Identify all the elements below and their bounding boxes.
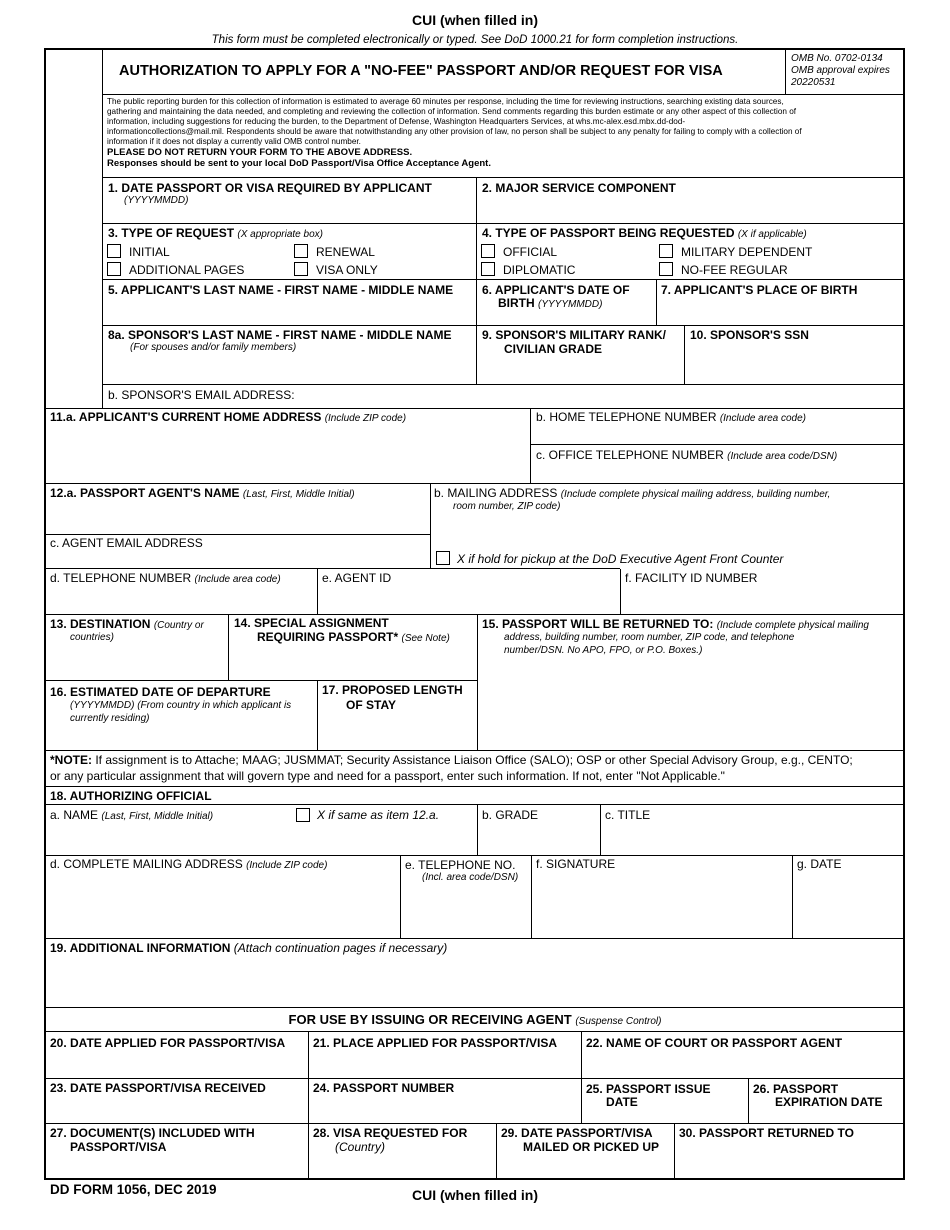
field-8a-hint: (For spouses and/or family members) (130, 342, 297, 353)
field-19-label: 19. ADDITIONAL INFORMATION (Attach continuation pages if necessary) (50, 941, 448, 955)
field-26-label: 26. PASSPORT (753, 1082, 839, 1096)
hold-for-pickup-checkbox[interactable] (436, 551, 450, 565)
field-15-hint-2: address, building number, room number, ZIP code, and telephone (504, 632, 795, 643)
facility-id-field[interactable] (623, 586, 902, 613)
field-15-hint-3: number/DSN. No APO, FPO, or P.O. Boxes.) (504, 645, 703, 656)
passport-number-field[interactable] (311, 1097, 578, 1121)
applicant-place-of-birth-field[interactable] (659, 299, 902, 323)
form-id: DD FORM 1056, DEC 2019 (50, 1182, 217, 1197)
military-dependent-checkbox[interactable] (659, 244, 673, 258)
field-27-label: 27. DOCUMENT(S) INCLUDED WITH (50, 1126, 255, 1140)
official-mailing-address-field[interactable] (47, 873, 397, 936)
sponsor-ssn-field[interactable] (687, 344, 902, 382)
field-16-hint-1: (YYYYMMDD) (From country in which applicant is (70, 700, 292, 711)
date-mailed-field[interactable] (499, 1155, 672, 1177)
field-16-label: 16. ESTIMATED DATE OF DEPARTURE (50, 685, 271, 699)
field-28-hint: (Country) (335, 1140, 386, 1154)
issue-date-field[interactable] (584, 1109, 746, 1121)
agent-telephone-field[interactable] (47, 586, 315, 613)
destination-field[interactable] (47, 646, 225, 678)
field-4-label: 4. TYPE OF PASSPORT BEING REQUESTED (X if applicable) (482, 226, 807, 240)
field-23-label: 23. DATE PASSPORT/VISA RECEIVED (50, 1081, 266, 1095)
military-dependent-label: MILITARY DEPENDENT (681, 245, 813, 259)
additional-pages-label: ADDITIONAL PAGES (129, 263, 245, 277)
field-6-label-2: BIRTH (YYYYMMDD) (498, 296, 603, 310)
field-12b-label: b. MAILING ADDRESS (Include complete physical mailing address, building number, (434, 486, 831, 500)
field-13-label: 13. DESTINATION (Country or (50, 617, 204, 631)
same-as-12a-checkbox[interactable] (296, 808, 310, 822)
sponsor-rank-field[interactable] (479, 357, 682, 382)
field-18f-label: f. SIGNATURE (536, 857, 616, 871)
agent-name-field[interactable] (47, 502, 427, 532)
official-name-field[interactable] (47, 824, 475, 854)
visa-only-label: VISA ONLY (316, 263, 378, 277)
special-assignment-field[interactable] (231, 645, 474, 678)
assignment-note: *NOTE: If assignment is to Attache; MAAG; JUSMMAT; Security Assistance Liaison Office (SALO); OSP or other Special Advisory Group, e.g., CENTO; (50, 753, 853, 767)
field-8a-label: 8a. SPONSOR'S LAST NAME - FIRST NAME - MIDDLE NAME (108, 328, 452, 342)
field-30-label: 30. PASSPORT RETURNED TO (679, 1126, 854, 1140)
field-12e-label: e. AGENT ID (322, 571, 392, 585)
no-fee-regular-checkbox[interactable] (659, 262, 673, 276)
field-18d-label: d. COMPLETE MAILING ADDRESS (Include ZIP code) (50, 857, 328, 871)
field-1-label: 1. DATE PASSPORT OR VISA REQUIRED BY APPLICANT (108, 181, 432, 195)
field-18e-label: e. TELEPHONE NO. (405, 858, 516, 872)
agent-id-field[interactable] (320, 586, 618, 613)
field-25-label: 25. PASSPORT ISSUE (586, 1082, 711, 1096)
office-phone-field[interactable] (533, 463, 902, 481)
field-17-label-2: OF STAY (346, 698, 397, 712)
date-required-field[interactable] (104, 208, 474, 223)
major-service-component-field[interactable] (479, 196, 902, 222)
field-11c-label: c. OFFICE TELEPHONE NUMBER (Include area code/DSN) (536, 448, 838, 462)
passport-returned-to-field[interactable] (677, 1142, 902, 1177)
initial-label: INITIAL (129, 245, 170, 259)
agent-section-heading: FOR USE BY ISSUING OR RECEIVING AGENT (Suspense Control) (288, 1012, 662, 1027)
field-1-hint: (YYYYMMDD) (124, 195, 189, 206)
cui-top-marking: CUI (when filled in) (412, 12, 538, 28)
field-11a-label: 11.a. APPLICANT'S CURRENT HOME ADDRESS (Include ZIP code) (50, 410, 407, 424)
field-12c-label: c. AGENT EMAIL ADDRESS (50, 536, 203, 550)
field-18g-label: g. DATE (797, 857, 842, 871)
field-18-label: 18. AUTHORIZING OFFICIAL (50, 789, 212, 803)
field-7-label: 7. APPLICANT'S PLACE OF BIRTH (661, 283, 858, 297)
expiration-date-field[interactable] (751, 1109, 902, 1121)
sponsor-name-field[interactable] (104, 356, 474, 382)
home-address-field[interactable] (47, 425, 527, 481)
field-12f-label: f. FACILITY ID NUMBER (625, 571, 758, 585)
no-fee-regular-label: NO-FEE REGULAR (681, 263, 788, 277)
field-28-label: 28. VISA REQUESTED FOR (313, 1126, 468, 1140)
burden-statement: The public reporting burden for this collection of information is estimated to average 60 minutes per response, including the time for reviewing instructions, searching existing data sources, gathering and maintaining the data needed, and completing and reviewing the collection of information. Send comments regarding this burden estimate or any other aspect of this collection of information, including suggestions for reducing the burden, to the Department of Defense, Washington Headquarters Services, at whs.mc-alex.esd.mbx.dd-dod- informationcollections@mail.mil. Respondents should be aware that notwithstanding any other provision of law, no person shall be subject to any penalty for failing to comply with a collection of information if it does not display a currently valid OMB control number. PLEASE DO NOT RETURN YOUR FORM TO THE ABOVE ADDRESS. Responses should be sent to your local DoD Passport/Visa Office Acceptance Agent. (107, 97, 802, 169)
field-21-label: 21. PLACE APPLIED FOR PASSPORT/VISA (313, 1036, 558, 1050)
assignment-note-2: or any particular assignment that will govern type and need for a passport, enter such information. If not, enter "Not Applicable." (50, 769, 725, 783)
omb-expires-label: OMB approval expires (791, 65, 890, 76)
field-22-label: 22. NAME OF COURT OR PASSPORT AGENT (586, 1036, 843, 1050)
field-9-label-2: CIVILIAN GRADE (504, 342, 603, 356)
diplomatic-label: DIPLOMATIC (503, 263, 576, 277)
departure-date-field[interactable] (47, 727, 315, 748)
agent-mailing-address-field[interactable] (432, 514, 902, 548)
field-9-label: 9. SPONSOR'S MILITARY RANK/ (482, 328, 666, 342)
place-applied-field[interactable] (311, 1052, 578, 1077)
field-20-label: 20. DATE APPLIED FOR PASSPORT/VISA (50, 1036, 286, 1050)
court-or-agent-name-field[interactable] (584, 1052, 902, 1077)
omb-expires-date: 20220531 (791, 77, 836, 88)
length-of-stay-field[interactable] (320, 713, 475, 748)
field-13-hint-2: countries) (70, 632, 114, 643)
field-29-label-2: MAILED OR PICKED UP (523, 1140, 660, 1154)
same-as-12a-label: X if same as item 12.a. (317, 808, 440, 822)
additional-pages-checkbox[interactable] (107, 262, 121, 276)
home-phone-field[interactable] (533, 425, 902, 443)
agent-email-field[interactable] (47, 551, 427, 566)
diplomatic-checkbox[interactable] (481, 262, 495, 276)
official-checkbox[interactable] (481, 244, 495, 258)
documents-included-field[interactable] (47, 1155, 305, 1177)
field-12a-label: 12.a. PASSPORT AGENT'S NAME (Last, First, Middle Initial) (50, 486, 355, 500)
sponsor-email-field[interactable] (305, 386, 902, 406)
field-5-label: 5. APPLICANT'S LAST NAME - FIRST NAME - MIDDLE NAME (108, 283, 454, 297)
form-title: AUTHORIZATION TO APPLY FOR A "NO-FEE" PASSPORT AND/OR REQUEST FOR VISA (119, 63, 723, 79)
field-18a-label: a. NAME (Last, First, Middle Initial) (50, 808, 214, 822)
field-18e-hint: (Incl. area code/DSN) (422, 872, 519, 883)
cui-bottom-marking: CUI (when filled in) (412, 1187, 538, 1203)
field-25-label-2: DATE (606, 1095, 638, 1109)
initial-checkbox[interactable] (107, 244, 121, 258)
omb-number: OMB No. 0702-0134 (791, 53, 883, 64)
official-grade-field[interactable] (480, 824, 598, 854)
renewal-label: RENEWAL (316, 245, 375, 259)
field-26-label-2: EXPIRATION DATE (775, 1095, 883, 1109)
field-15-label: 15. PASSPORT WILL BE RETURNED TO: (Include complete physical mailing (482, 617, 869, 631)
official-telephone-field[interactable] (403, 887, 529, 936)
applicant-name-field[interactable] (104, 299, 474, 323)
field-11b-label: b. HOME TELEPHONE NUMBER (Include area code) (536, 410, 806, 424)
field-2-label: 2. MAJOR SERVICE COMPONENT (482, 181, 676, 195)
field-18b-label: b. GRADE (482, 808, 539, 822)
applicant-dob-field[interactable] (479, 310, 654, 324)
field-24-label: 24. PASSPORT NUMBER (313, 1081, 455, 1095)
date-received-field[interactable] (47, 1097, 305, 1121)
field-27-label-2: PASSPORT/VISA (70, 1140, 167, 1154)
visa-only-checkbox[interactable] (294, 262, 308, 276)
field-14-label-2: REQUIRING PASSPORT* (See Note) (257, 630, 450, 644)
official-title-field[interactable] (603, 824, 902, 854)
field-12b-hint-2: room number, ZIP code) (453, 501, 561, 512)
renewal-checkbox[interactable] (294, 244, 308, 258)
field-18c-label: c. TITLE (605, 808, 651, 822)
field-6-label: 6. APPLICANT'S DATE OF (482, 283, 630, 297)
official-signature-field[interactable] (534, 873, 790, 936)
field-14-label: 14. SPECIAL ASSIGNMENT (234, 616, 389, 630)
field-16-hint-2: currently residing) (70, 713, 150, 724)
field-10-label: 10. SPONSOR'S SSN (690, 328, 809, 342)
visa-requested-for-field[interactable] (311, 1155, 494, 1177)
hold-for-pickup-label: X if hold for pickup at the DoD Executive Agent Front Counter (457, 552, 784, 566)
passport-return-address-field[interactable] (480, 660, 902, 748)
field-8b-label: b. SPONSOR'S EMAIL ADDRESS: (108, 388, 295, 402)
official-date-field[interactable] (795, 873, 902, 936)
field-3-label: 3. TYPE OF REQUEST (X appropriate box) (108, 226, 323, 240)
additional-information-field[interactable] (47, 957, 902, 1005)
field-17-label: 17. PROPOSED LENGTH (322, 683, 463, 697)
field-29-label: 29. DATE PASSPORT/VISA (501, 1126, 653, 1140)
date-applied-field[interactable] (47, 1052, 305, 1077)
field-12d-label: d. TELEPHONE NUMBER (Include area code) (50, 571, 281, 585)
official-label: OFFICIAL (503, 245, 558, 259)
form-instruction: This form must be completed electronically or typed. See DoD 1000.21 for form completion instructions. (211, 34, 739, 46)
